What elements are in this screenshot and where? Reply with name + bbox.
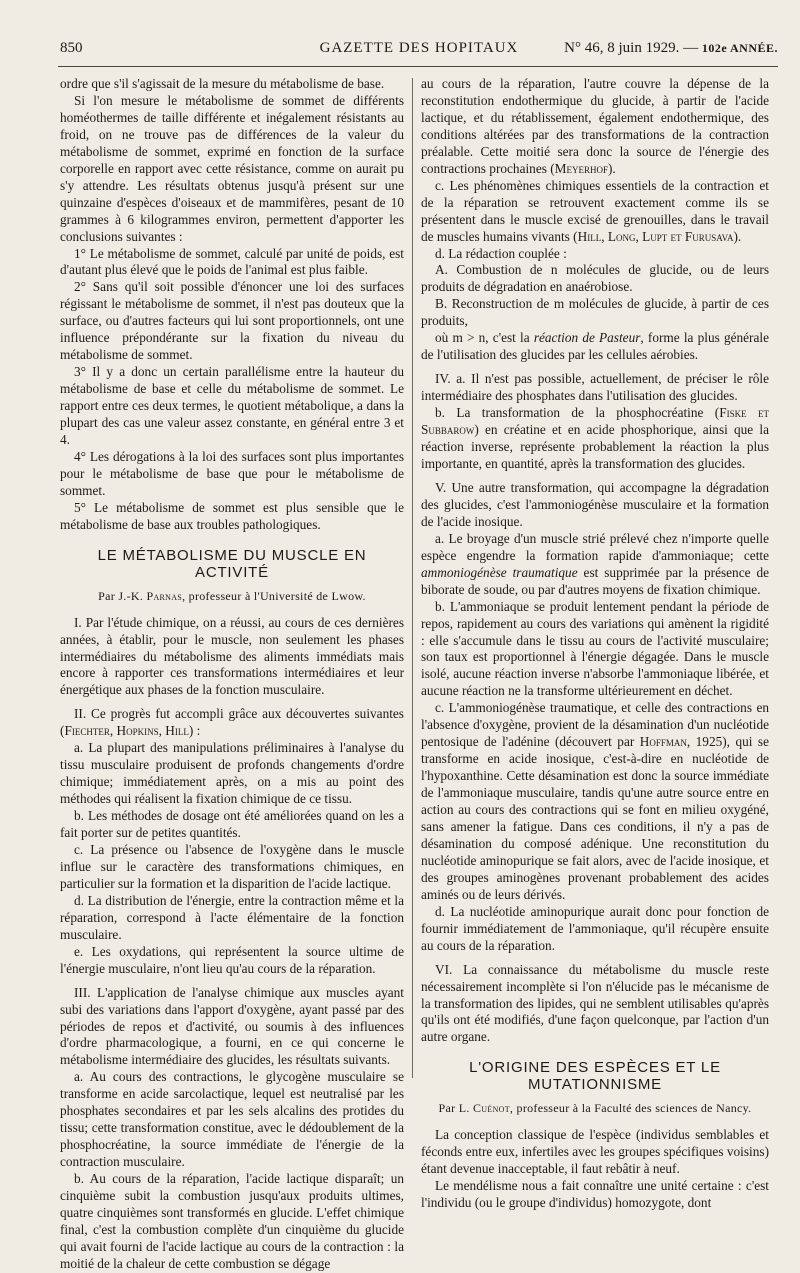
text: c. Les phénomènes chimiques essentiels de la contraction et de la réparation se retrouvent exactement comme ils se présentent dans le muscle excisé de grenouilles, dans le travail de muscles humains vivants (: [421, 177, 769, 244]
conclusion-item: 3° Il y a donc un certain parallélisme entre la hauteur du métabolisme de base et celle du métabolisme de sommet. Le rapport entre ces deux termes, le quotient métabolique, a dans la plupart des cas une valeur assez constante, en général entre 3 et 4.: [60, 364, 404, 448]
text: ).: [608, 160, 616, 176]
list-item: b. L'ammoniaque se produit lentement pendant la période de repos, rapidement au cours des variations qui amènent la rigidité : elle s'accumule dans le tissu au cours de l'activité musculaire; son taux est proportionnel à l'énergie dégagée. Dans le muscle isolé, aucune réaction inverse n'absorbe l'ammoniaque libérée, et aucune réaction ne la transforme ultérieurement en déchet.: [421, 598, 769, 699]
text: ) en créatine et en acide phosphorique, ainsi que la réaction inverse, représente probablement la réaction la plus importante, en quantité, après la transformation des glucides.: [421, 422, 769, 471]
byline-affiliation: , professeur à la Faculté des sciences de Nancy.: [509, 1101, 752, 1116]
list-item: [421, 330, 769, 364]
text: au cours de la réparation, l'autre couvre la dépense de la reconstitution endothermique du glucide, à partir de l'acide lactique, et du rétablissement, également endothermique, des conditions altérées par des transformations de la contraction préalable. Cette moitié sera donc la source de l'énergie des contractions prochaines (: [421, 76, 769, 176]
article-byline: [421, 1100, 769, 1117]
list-item: e. Les oxydations, qui représentent la source ultime de l'énergie musculaire, n'ont lieu qu'au cours de la réparation.: [60, 943, 404, 976]
text: b. La transformation de la phosphocréatine (: [435, 405, 720, 421]
text: où m > n, c'est la: [435, 330, 534, 346]
section-paragraph: I. Par l'étude chimique, on a réussi, au cours de ces dernières années, à établir, pour le muscle, non seulement les phases intermédiaires du métabolisme des aliments immédiats mais encore à rapporter ces transformations intermédiaires et leur énergétique aux phases de la fonction musculaire.: [60, 614, 404, 698]
paragraph: ordre que s'il s'agissait de la mesure du métabolisme de base.: [60, 76, 385, 91]
page-header: [60, 38, 778, 60]
byline-affiliation: , professeur à l'Université de Lwow.: [182, 588, 366, 603]
header-rule: [58, 66, 778, 67]
cited-names: Fiechter, Hopkins, Hill: [64, 723, 189, 739]
text: , forme la plus générale de l'utilisation des glucides par les cellules aérobies.: [421, 330, 769, 363]
text: ) :: [188, 723, 201, 739]
section-paragraph: V. Une autre transformation, qui accompagne la dégradation des glucides, c'est l'ammoniogénèse musculaire et la formation de l'acide inosique.: [421, 479, 769, 529]
cited-names: Meyerhof: [554, 160, 608, 176]
list-item: [421, 405, 769, 473]
text: II. Ce progrès fut accompli grâce aux découvertes suivantes (: [60, 706, 404, 739]
list-item: [421, 700, 769, 903]
list-item: b. Les méthodes de dosage ont été améliorées quand on les a fait porter sur de petites quantités.: [60, 808, 404, 841]
cited-names: Fiske et Subbarow: [421, 405, 769, 438]
right-column: [421, 76, 769, 1212]
emphasis: ammoniogénèse traumatique: [421, 564, 578, 580]
list-item: d. La rédaction couplée :: [435, 245, 567, 261]
list-item: [421, 531, 769, 599]
conclusion-item: 5° Le métabolisme de sommet est plus sensible que le métabolisme de base aux troubles pathologiques.: [60, 499, 404, 532]
list-item: d. La nucléotide aminopurique aurait donc pour fonction de fournir immédiatement de l'ammoniaque, qu'il récupère ensuite au cours de la réparation.: [421, 903, 769, 953]
list-item: A. Combustion de n molécules de glucide, ou de leurs produits de dégradation en anaérobiose.: [421, 262, 769, 295]
conclusion-item: 1° Le métabolisme de sommet, calculé par unité de poids, est d'autant plus élevé que le poids de l'animal est plus faible.: [60, 245, 404, 278]
page-number: 850: [60, 40, 83, 56]
text: c. L'ammoniogénèse traumatique, et celle des contractions en l'absence d'oxygène, provient de la désamination d'un nucléotide pentosique de l'adénine (découvert par: [421, 700, 769, 750]
text: , 1925), qui se transforme en acide inosique, c'est-à-dire en nucléotide de l'hypoxanthine. Cette désamination est donc la source immédiate de l'ammoniaque musculaire, tandis qu'une autre source entre en action au cours des contractions qui se font en milieu oxygéné, sans amener la fatigue. Dans ces conditions, il n'y a pas de désamination du composé adénique. Une reconstitution du nucléotide aminopurique se fait alors, avec de l'acide inosique, et des groupes aminogènes provenant probablement des acides aminés ou de leurs dérivés.: [421, 734, 770, 902]
conclusion-item: 4° Les dérogations à la loi des surfaces sont plus importantes pour le métabolisme de base que pour le métabolisme de sommet.: [60, 448, 404, 498]
issue-date: N° 46, 8 juin 1929. —: [564, 40, 699, 56]
paragraph: Si l'on mesure le métabolisme de sommet de différents homéothermes de taille différente et inégalement résistants au froid, on ne trouve pas de différences de la valeur du métabolisme de sommet, exprimé en fonction de la surface corporelle en rapport avec cette résistance, comme on aurait pu s'y attendre. Les résultats obtenus jusqu'à présent sur une quinzaine d'espèces d'oiseaux et de mammifères, pesant de 10 grammes à 6 kilogrammes environ, permettent d'apporter les conclusions suivantes :: [60, 92, 404, 244]
list-item: d. La distribution de l'énergie, entre la contraction même et la réparation, correspond à l'acte élémentaire de la fonction musculaire.: [60, 892, 404, 942]
section-paragraph: VI. La connaissance du métabolisme du muscle reste nécessairement incomplète si l'on n'élucide pas le mécanisme de la transformation des lipides, qui ne semblent utilisables qu'après qu'ils ont été modifiés, d'une façon quelconque, par l'action d'un autre organe.: [421, 961, 769, 1045]
article-title: L'ORIGINE DES ESPÈCES ET LE MUTATIONNISME: [469, 1059, 721, 1094]
section-paragraph: III. L'application de l'analyse chimique aux muscles ayant subi des variations dans l'apport d'oxygène, ayant passé par des périodes de repos et d'activité, ou soumis à des influences d'ordre pharmacologique, a fourni, en ce qui concerne le métabolisme intermédiaire des glucides, les résultats suivants.: [60, 984, 404, 1068]
article-byline: [60, 588, 404, 605]
list-item: B. Reconstruction de m molécules de glucide, à partir de ces produits,: [421, 296, 769, 329]
text: a. Le broyage d'un muscle strié prélevé chez n'importe quelle espèce engendre la formation rapide d'ammoniaque; cette: [421, 530, 769, 563]
journal-title: GAZETTE DES HOPITAUX: [319, 40, 519, 56]
text: ).: [733, 228, 742, 244]
paragraph: Le mendélisme nous a fait connaître une unité certaine : c'est l'individu (ou le groupe d'individus) homozygote, dont: [421, 1178, 769, 1211]
column-divider: [412, 78, 413, 1078]
issue-info: [564, 40, 778, 57]
list-item: a. Au cours des contractions, le glycogène musculaire se transforme en acide sarcolactique, lequel est neutralisé par les phosphates secondaires et par les sels alcalins des protides du tissu; cette transformation constitue, avec le dédoublement de la phosphocréatine, la source immédiate de l'énergie de la contraction musculaire.: [60, 1069, 404, 1170]
cited-names: Hoffman: [639, 734, 687, 750]
section-paragraph: IV. a. Il n'est pas possible, actuellement, de préciser le rôle intermédiaire des phosphates dans l'utilisation des glucides.: [421, 371, 769, 404]
text: est supprimée par la présence de biborate de soude, ou par d'autres moyens de fixation chimique.: [421, 564, 769, 597]
paragraph: La conception classique de l'espèce (individus semblables et féconds entre eux, infertiles avec les groupes spécifiques voisins) étant devenue inacceptable, il faut rebâtir à neuf.: [421, 1127, 769, 1177]
emphasis: réaction de Pasteur: [533, 330, 641, 346]
conclusion-item: 2° Sans qu'il soit possible d'énoncer une loi des surfaces régissant le métabolisme de sommet, il n'est pas douteux que la surface, ou d'autres facteurs qui lui sont proportionnels, ont une influence prépondérante sur la fixation du niveau du métabolisme de sommet.: [60, 279, 404, 363]
list-item: c. La présence ou l'absence de l'oxygène dans le muscle influe sur le caractère des transformations chimiques, en particulier sur la formation et la disparition de l'acide lactique.: [60, 841, 404, 891]
cited-names: Hill, Long, Lupt et Furusava: [577, 228, 734, 244]
byline-prefix: Par J.-K.: [98, 588, 144, 603]
list-item: b. Au cours de la réparation, l'acide lactique disparaît; un cinquième subit la combustion jusqu'aux produits ultimes, quatre cinquièmes sont transformés en glucide. L'effet chimique final, c'est la combustion complète d'un cinquième du glucide qui avait fourni de l'acide lactique au cours de la contraction : la moitié de la chaleur de cette combustion se dégage: [60, 1171, 404, 1271]
issue-year: 102e ANNÉE.: [701, 41, 778, 55]
list-item: a. La plupart des manipulations préliminaires à l'analyse du tissu musculaire produisent de profonds changements d'ordre chimique; immédiatement après, on a mis au point des méthodes qui réalisent la fixation chimique de ce tissu.: [60, 740, 404, 807]
article-title: LE MÉTABOLISME DU MUSCLE EN ACTIVITÉ: [97, 546, 367, 581]
paragraph: [421, 76, 769, 178]
author-name: Parnas: [146, 588, 183, 603]
byline-prefix: Par L.: [438, 1101, 470, 1116]
section-paragraph: [60, 706, 404, 740]
list-item: [421, 178, 769, 246]
author-name: Cuénot: [473, 1101, 510, 1116]
left-column: [60, 76, 404, 1273]
